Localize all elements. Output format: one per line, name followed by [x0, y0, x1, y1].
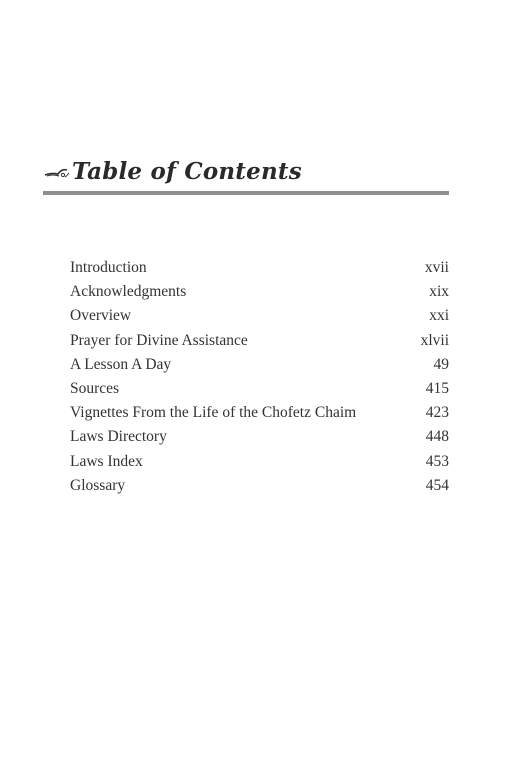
toc-entry-title: Acknowledgments — [70, 283, 187, 301]
toc-entry-title: Laws Index — [70, 452, 143, 470]
toc-entry-title: Prayer for Divine Assistance — [70, 331, 248, 349]
quill-flourish-icon — [44, 164, 70, 180]
toc-entry-title: Introduction — [70, 259, 147, 277]
toc-list — [70, 256, 449, 498]
toc-entry-glossary[interactable] — [70, 474, 449, 498]
page-title: Table of Contents — [72, 158, 302, 185]
title-rule — [43, 191, 449, 195]
toc-entry-page: 448 — [425, 428, 449, 446]
toc-header — [44, 158, 302, 185]
toc-entry-acknowledgments[interactable] — [70, 280, 449, 304]
toc-entry-page: 49 — [433, 355, 449, 373]
toc-entry-vignettes[interactable] — [70, 401, 449, 425]
toc-entry-introduction[interactable] — [70, 256, 449, 280]
toc-entry-page: xix — [429, 283, 449, 301]
toc-entry-overview[interactable] — [70, 304, 449, 328]
toc-entry-title: A Lesson A Day — [70, 355, 172, 373]
toc-entry-page: 423 — [425, 404, 449, 422]
toc-entry-title: Glossary — [70, 476, 126, 494]
toc-entry-title: Laws Directory — [70, 428, 167, 446]
toc-entry-lesson-a-day[interactable] — [70, 353, 449, 377]
toc-entry-page: xxi — [429, 307, 449, 325]
toc-entry-prayer[interactable] — [70, 329, 449, 353]
toc-entry-laws-directory[interactable] — [70, 425, 449, 449]
toc-entry-page: 453 — [425, 452, 449, 470]
toc-entry-sources[interactable] — [70, 377, 449, 401]
toc-entry-page: 454 — [425, 476, 449, 494]
toc-entry-title: Overview — [70, 307, 132, 325]
toc-entry-page: xlvii — [420, 331, 449, 349]
toc-entry-title: Sources — [70, 380, 120, 398]
toc-entry-page: 415 — [425, 380, 449, 398]
toc-entry-title: Vignettes From the Life of the Chofetz Chaim — [70, 404, 357, 422]
toc-entry-laws-index[interactable] — [70, 450, 449, 474]
toc-entry-page: xvii — [424, 259, 449, 277]
